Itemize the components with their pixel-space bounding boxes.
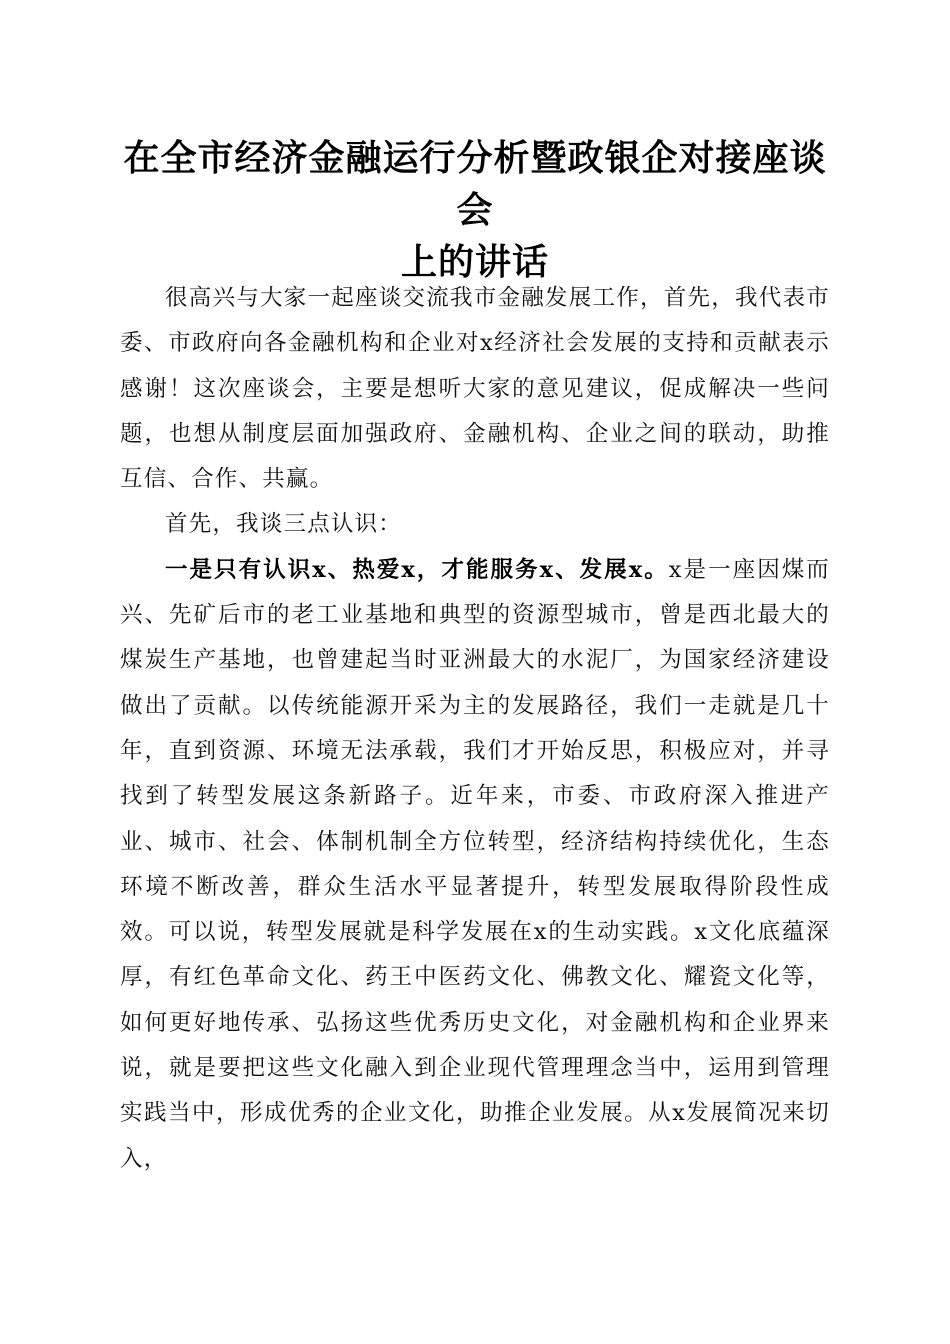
paragraph-first-points-text: 首先，我谈三点认识： bbox=[165, 511, 403, 538]
title-line-1: 在全市经济金融运行分析暨政银企对接座谈会 bbox=[123, 137, 827, 231]
paragraph-point-one bbox=[120, 548, 830, 1182]
paragraph-intro bbox=[120, 276, 830, 502]
paragraph-first-points bbox=[120, 502, 830, 547]
point-one-text: x是一座因煤而兴、先矿后市的老工业基地和典型的资源型城市，曾是西北最大的煤炭生产基地，也曾建起当时亚洲最大的水泥厂，为国家经济建设做出了贡献。以传统能源开采为主的发展路径，我们一走就是几十年，直到资源、环境无法承载，我们才开始反思，积极应对，并寻找到了转型发展这条新路子。近年来，市委、市政府深入推进产业、城市、社会、体制机制全方位转型，经济结构持续优化，生态环境不断改善，群众生活水平显著提升，转型发展取得阶段性成效。可以说，转型发展就是科学发展在x的生动实践。x文化底蕴深厚，有红色革命文化、药王中医药文化、佛教文化、耀瓷文化等，如何更好地传承、弘扬这些优秀历史文化，对金融机构和企业界来说，就是要把这些文化融入到企业现代管理理念当中，运用到管理实践当中，形成优秀的企业文化，助推企业发展。从x发展简况来切入， bbox=[120, 556, 830, 1172]
point-one-heading: 一是只有认识x、热爱x，才能服务x、发展x。 bbox=[165, 556, 669, 583]
paragraph-intro-text: 很高兴与大家一起座谈交流我市金融发展工作，首先，我代表市委、市政府向各金融机构和企业对x经济社会发展的支持和贡献表示感谢！这次座谈会，主要是想听大家的意见建议，促成解决一些问题，也想从制度层面加强政府、金融机构、企业之间的联动，助推互信、合作、共赢。 bbox=[120, 285, 830, 493]
document-title bbox=[110, 132, 840, 288]
document-body bbox=[120, 276, 830, 1182]
title-line-2: 上的讲话 bbox=[400, 241, 549, 283]
